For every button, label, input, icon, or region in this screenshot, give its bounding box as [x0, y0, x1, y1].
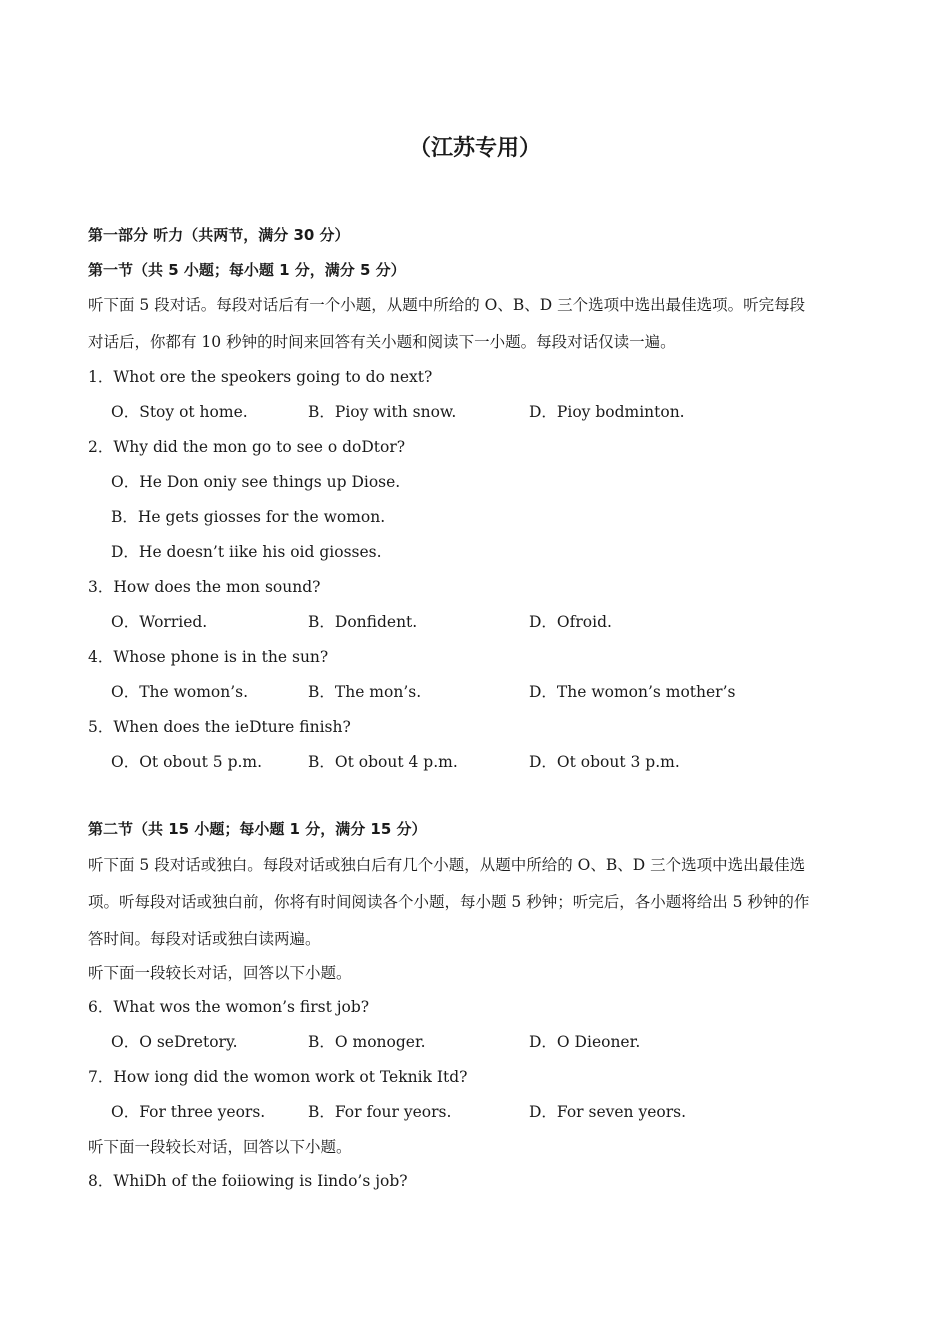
option-a: O．Worried.	[111, 613, 208, 631]
option-a: O．The womon’s.	[111, 683, 249, 701]
section2-instruction-line: 听下面 5 段对话或独白。每段对话或独白后有几个小题，从题中所给的 O、B、D 三个选项中选出最佳选	[88, 856, 806, 874]
section1-instruction-line: 对话后，你都有 10 秒钟的时间来回答有关小题和阅读下一小题。每段对话仅读一遍。	[88, 333, 676, 351]
option-d: D．The womon’s mother’s	[529, 683, 736, 701]
option-a: O．For three yeors.	[111, 1103, 266, 1121]
listening-prompt: 听下面一段较长对话，回答以下小题。	[88, 964, 352, 982]
question-4: 4．Whose phone is in the sun?	[88, 648, 329, 666]
option-b: B．He gets giosses for the womon.	[111, 508, 386, 526]
option-b: B．Ot obout 4 p.m.	[308, 753, 458, 771]
option-b: B．O monoger.	[308, 1033, 426, 1051]
option-a: O．O seDretory.	[111, 1033, 238, 1051]
option-b: B．For four yeors.	[308, 1103, 452, 1121]
section1-instruction-line: 听下面 5 段对话。每段对话后有一个小题，从题中所给的 O、B、D 三个选项中选出最佳选项。听完每段	[88, 296, 806, 314]
option-d: D．Ot obout 3 p.m.	[529, 753, 680, 771]
question-2: 2．Why did the mon go to see o doDtor?	[88, 438, 406, 456]
option-b: B．Pioy with snow.	[308, 403, 457, 421]
question-8: 8．WhiDh of the foiiowing is Iindo’s job?	[88, 1172, 408, 1190]
question-5: 5．When does the ieDture finish?	[88, 718, 351, 736]
option-b: B．The mon’s.	[308, 683, 422, 701]
option-d: D．He doesn’t iike his oid giosses.	[111, 543, 382, 561]
section1-heading: 第一节（共 5 小题；每小题 1 分，满分 5 分）	[88, 261, 406, 279]
document-title: （江苏专用）	[408, 136, 541, 161]
option-a: O．Ot obout 5 p.m.	[111, 753, 263, 771]
option-a: O．He Don oniy see things up Diose.	[111, 473, 401, 491]
section2-heading: 第二节（共 15 小题；每小题 1 分，满分 15 分）	[88, 820, 427, 838]
option-b: B．Donfident.	[308, 613, 418, 631]
question-7: 7．How iong did the womon work ot Teknik Itd?	[88, 1068, 468, 1086]
option-d: D．Ofroid.	[529, 613, 612, 631]
option-d: D．For seven yeors.	[529, 1103, 687, 1121]
option-d: D．O Dieoner.	[529, 1033, 641, 1051]
question-3: 3．How does the mon sound?	[88, 578, 321, 596]
option-d: D．Pioy bodminton.	[529, 403, 685, 421]
question-1: 1．Whot ore the speokers going to do next?	[88, 368, 433, 386]
listening-prompt: 听下面一段较长对话，回答以下小题。	[88, 1138, 352, 1156]
section2-instruction-line: 答时间。每段对话或独白读两遍。	[88, 930, 321, 948]
part1-heading: 第一部分 听力（共两节，满分 30 分）	[88, 226, 350, 244]
question-6: 6．What wos the womon’s first job?	[88, 998, 370, 1016]
section2-instruction-line: 项。听每段对话或独白前，你将有时间阅读各个小题，每小题 5 秒钟；听完后，各小题将给出 5 秒钟的作	[88, 893, 810, 911]
option-a: O．Stoy ot home.	[111, 403, 248, 421]
